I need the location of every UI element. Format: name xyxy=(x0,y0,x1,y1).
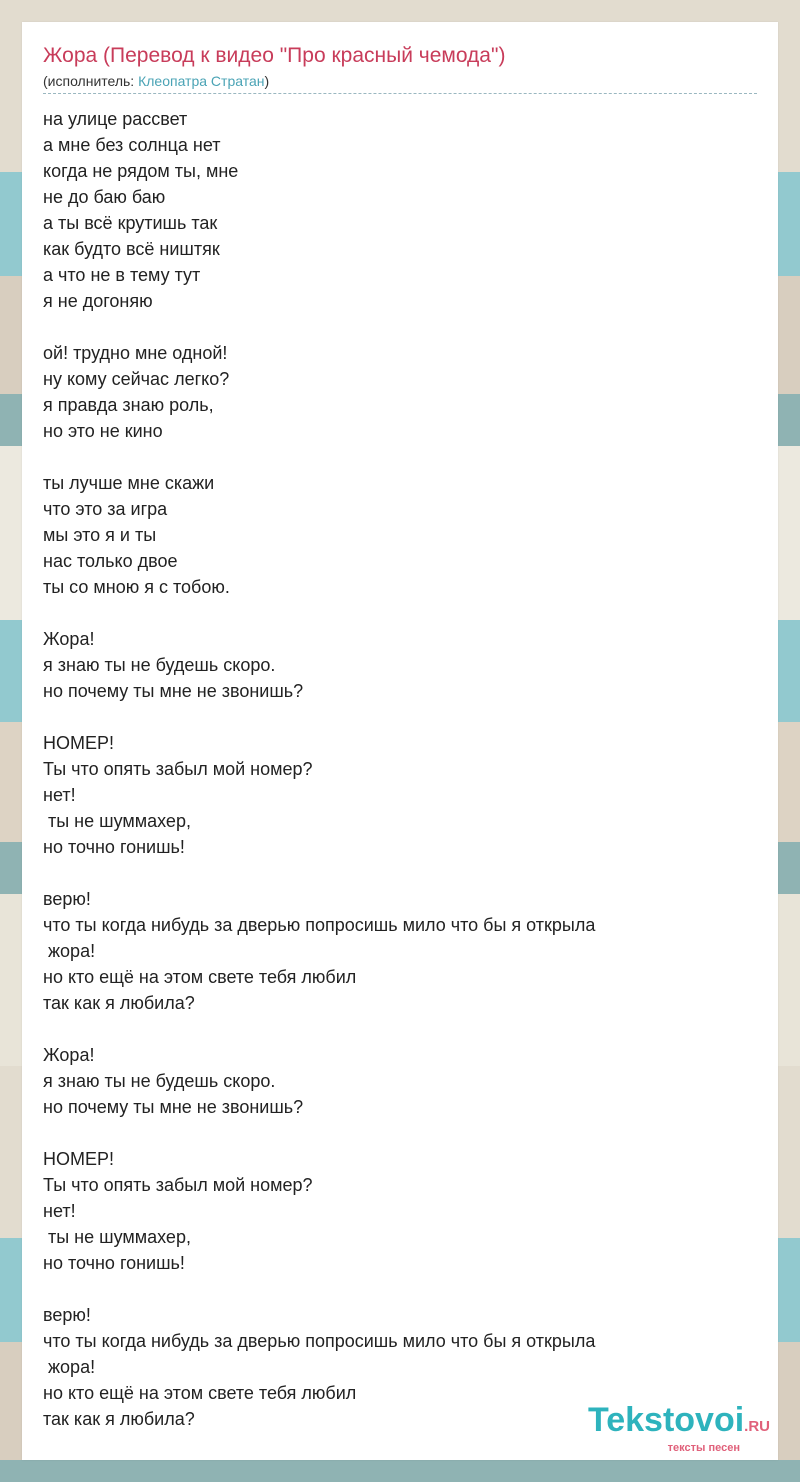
lyric-line: верю! xyxy=(43,889,91,909)
lyric-line: но почему ты мне не звонишь? xyxy=(43,1097,304,1117)
lyric-line xyxy=(43,704,757,730)
lyric-line: Жора! xyxy=(43,629,95,649)
lyric-line: но кто ещё на этом свете тебя любил xyxy=(43,1383,357,1403)
lyric-line xyxy=(43,860,757,886)
lyrics-text xyxy=(43,106,757,1432)
lyrics-card xyxy=(22,22,778,1460)
lyric-line xyxy=(43,1016,757,1042)
lyric-line: я не догоняю xyxy=(43,291,153,311)
lyric-line: что ты когда нибудь за дверью попросишь мило что бы я открыла xyxy=(43,915,596,935)
lyric-line: я знаю ты не будешь скоро. xyxy=(43,1071,276,1091)
lyric-line: так как я любила? xyxy=(43,1409,195,1429)
lyric-line: а мне без солнца нет xyxy=(43,135,221,155)
lyric-line: не до баю баю xyxy=(43,187,166,207)
lyric-line: ты со мною я с тобою. xyxy=(43,577,230,597)
lyric-line: верю! xyxy=(43,1305,91,1325)
lyric-line: ты не шуммахер, xyxy=(43,811,191,831)
lyric-line xyxy=(43,314,757,340)
lyric-line: мы это я и ты xyxy=(43,525,157,545)
site-logo[interactable] xyxy=(588,1403,770,1454)
lyric-line: ой! трудно мне одной! xyxy=(43,343,228,363)
lyric-line: ты не шуммахер, xyxy=(43,1227,191,1247)
lyric-line: но точно гонишь! xyxy=(43,837,185,857)
lyric-line: ну кому сейчас легко? xyxy=(43,369,230,389)
logo-tagline: тексты песен xyxy=(667,1442,740,1454)
lyric-line: жора! xyxy=(43,941,96,961)
artist-line xyxy=(43,73,269,89)
lyric-line: ты лучше мне скажи xyxy=(43,473,215,493)
lyric-line xyxy=(43,600,757,626)
lyric-line: я знаю ты не будешь скоро. xyxy=(43,655,276,675)
lyric-line: а ты всё крутишь так xyxy=(43,213,218,233)
lyric-line: нас только двое xyxy=(43,551,178,571)
lyric-line: я правда знаю роль, xyxy=(43,395,214,415)
lyric-line: НОМЕР! xyxy=(43,1149,115,1169)
lyric-line xyxy=(43,1276,757,1302)
lyric-line xyxy=(43,444,757,470)
lyric-line: но это не кино xyxy=(43,421,163,441)
lyric-line: жора! xyxy=(43,1357,96,1377)
logo-wordmark xyxy=(588,1403,770,1444)
lyric-line: а что не в тему тут xyxy=(43,265,201,285)
lyric-line: нет! xyxy=(43,1201,76,1221)
lyric-line: что ты когда нибудь за дверью попросишь мило что бы я открыла xyxy=(43,1331,596,1351)
lyric-line xyxy=(43,1120,757,1146)
song-title: Жора (Перевод к видео "Про красный чемода") xyxy=(43,44,506,67)
lyric-line: когда не рядом ты, мне xyxy=(43,161,239,181)
lyric-line: на улице рассвет xyxy=(43,109,188,129)
lyric-line: Жора! xyxy=(43,1045,95,1065)
artist-suffix: ) xyxy=(264,73,270,89)
lyric-line: что это за игра xyxy=(43,499,168,519)
lyric-line: но кто ещё на этом свете тебя любил xyxy=(43,967,357,987)
logo-tld: .RU xyxy=(744,1418,770,1435)
lyric-line: так как я любила? xyxy=(43,993,195,1013)
lyric-line: НОМЕР! xyxy=(43,733,115,753)
lyric-line: но почему ты мне не звонишь? xyxy=(43,681,304,701)
lyric-line: как будто всё ништяк xyxy=(43,239,220,259)
lyric-line: Ты что опять забыл мой номер? xyxy=(43,759,313,779)
header-divider xyxy=(43,93,757,94)
lyric-line: Ты что опять забыл мой номер? xyxy=(43,1175,313,1195)
lyric-line: нет! xyxy=(43,785,76,805)
artist-prefix: (исполнитель: xyxy=(43,73,139,89)
artist-link[interactable]: Клеопатра Стратан xyxy=(138,73,265,89)
lyric-line: но точно гонишь! xyxy=(43,1253,185,1273)
logo-name: Tekstovoi xyxy=(587,1401,745,1439)
